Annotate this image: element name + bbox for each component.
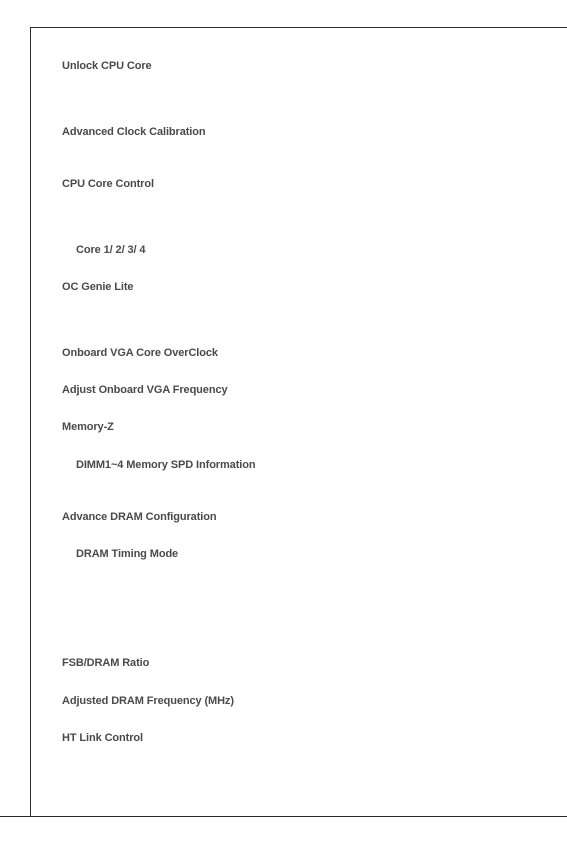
item-adjusted-dram-frequency: Adjusted DRAM Frequency (MHz) xyxy=(62,695,234,707)
page-frame-bottom-rule xyxy=(0,816,567,817)
item-cpu-core-control: CPU Core Control xyxy=(62,178,154,190)
item-unlock-cpu-core: Unlock CPU Core xyxy=(62,60,152,72)
item-advanced-clock-calibration: Advanced Clock Calibration xyxy=(62,126,206,138)
item-ht-link-control: HT Link Control xyxy=(62,732,143,744)
page-frame-top-rule xyxy=(30,27,567,28)
page-frame-left-rule xyxy=(30,27,31,817)
item-memory-z: Memory-Z xyxy=(62,421,114,433)
item-dimm-memory-spd-information: DIMM1~4 Memory SPD Information xyxy=(76,459,256,471)
item-dram-timing-mode: DRAM Timing Mode xyxy=(76,548,179,560)
item-adjust-onboard-vga-frequency: Adjust Onboard VGA Frequency xyxy=(62,384,228,396)
item-core-1-2-3-4: Core 1/ 2/ 3/ 4 xyxy=(76,244,146,256)
item-oc-genie-lite: OC Genie Lite xyxy=(62,281,134,293)
item-fsb-dram-ratio: FSB/DRAM Ratio xyxy=(62,657,150,669)
item-onboard-vga-core-overclock: Onboard VGA Core OverClock xyxy=(62,347,218,359)
item-advance-dram-configuration: Advance DRAM Configuration xyxy=(62,511,217,523)
